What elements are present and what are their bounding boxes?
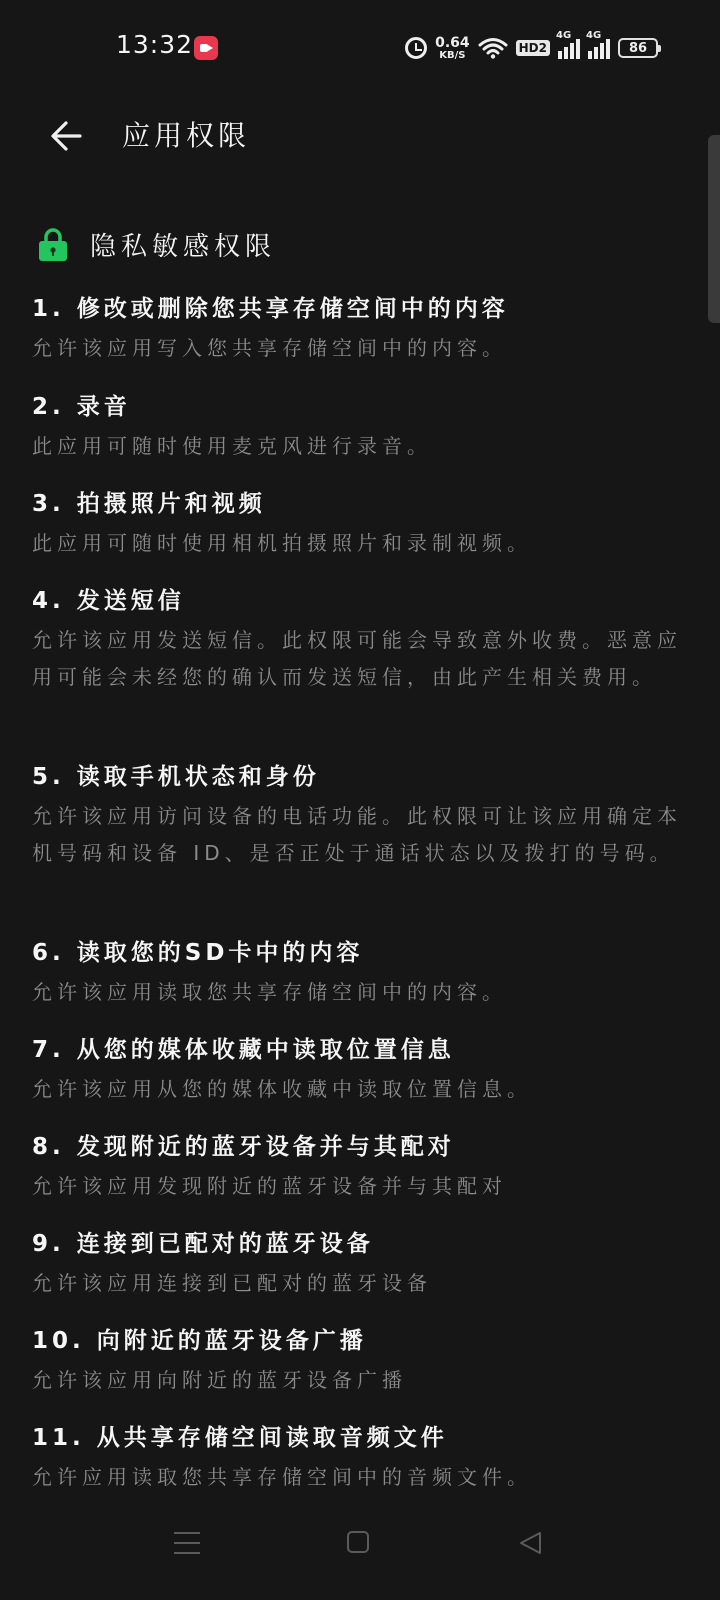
permission-desc: 允许该应用发现附近的蓝牙设备并与其配对 [32,1174,507,1198]
signal-generation-2: 4G [586,30,602,41]
permission-item[interactable] [32,294,682,392]
section-header [38,226,276,263]
network-speed [435,36,470,61]
network-speed-unit: KB/S [439,49,466,61]
signal-icon [556,30,580,59]
permission-name: 3. 拍摄照片和视频 [32,491,266,517]
permission-item[interactable] [32,1423,682,1503]
permission-name: 10. 向附近的蓝牙设备广播 [32,1328,367,1354]
permission-item[interactable] [32,1035,682,1132]
permission-desc: 允许该应用连接到已配对的蓝牙设备 [32,1271,432,1295]
back-button[interactable] [44,112,92,160]
permission-desc: 允许该应用从您的媒体收藏中读取位置信息。 [32,1077,532,1101]
alarm-icon [405,37,427,59]
permission-name: 1. 修改或删除您共享存储空间中的内容 [32,296,509,322]
permission-name: 4. 发送短信 [32,588,185,614]
signal-generation: 4G [556,30,572,41]
home-icon[interactable] [347,1531,369,1553]
navigation-bar [0,1510,720,1600]
back-triangle-icon[interactable] [518,1530,544,1556]
permission-item[interactable] [32,1229,682,1326]
status-time: 13:32 [116,30,194,59]
permission-name: 6. 读取您的SD卡中的内容 [32,940,364,966]
scrollbar-thumb[interactable] [708,135,720,323]
permission-item[interactable] [32,938,682,1035]
menu-icon[interactable] [174,1532,200,1554]
permission-desc: 允许该应用写入您共享存储空间中的内容。 [32,336,507,360]
wifi-icon [478,37,508,59]
permission-name: 9. 连接到已配对的蓝牙设备 [32,1231,374,1257]
permission-name: 5. 读取手机状态和身份 [32,764,320,790]
permission-item[interactable] [32,1132,682,1229]
arrow-left-icon [44,112,92,160]
permission-item[interactable] [32,489,682,586]
screen-record-icon [194,36,218,60]
permission-item[interactable] [32,1326,682,1423]
permission-desc: 允许该应用访问设备的电话功能。此权限可让该应用确定本机号码和设备 ID、是否正处于通话状态以及拨打的号码。 [32,804,682,865]
signal-icon-2 [586,30,610,59]
permission-desc: 允许该应用读取您共享存储空间中的内容。 [32,980,507,1004]
permission-desc: 允许该应用发送短信。此权限可能会导致意外收费。恶意应用可能会未经您的确认而发送短信，由此产生相关费用。 [32,628,682,689]
permission-desc: 允许应用读取您共享存储空间中的音频文件。 [32,1465,532,1489]
permission-desc: 此应用可随时使用相机拍摄照片和录制视频。 [32,531,532,555]
status-icons [405,30,658,66]
permission-name: 2. 录音 [32,394,131,420]
permission-desc: 允许该应用向附近的蓝牙设备广播 [32,1368,407,1392]
hd-voice-badge: HD2 [516,40,550,56]
permission-item[interactable] [32,392,682,489]
permission-name: 8. 发现附近的蓝牙设备并与其配对 [32,1134,455,1160]
page-title: 应用权限 [122,119,251,152]
lock-icon [38,228,68,262]
permission-item[interactable] [32,586,682,762]
permission-name: 7. 从您的媒体收藏中读取位置信息 [32,1037,455,1063]
permission-name: 11. 从共享存储空间读取音频文件 [32,1425,448,1451]
permission-list [32,294,682,1503]
network-speed-value: 0.64 [435,34,470,51]
permission-item[interactable] [32,762,682,938]
section-title: 隐私敏感权限 [90,232,277,262]
battery-icon [618,38,658,58]
status-bar [0,0,720,96]
permission-desc: 此应用可随时使用麦克风进行录音。 [32,434,432,458]
battery-level: 86 [628,40,648,56]
